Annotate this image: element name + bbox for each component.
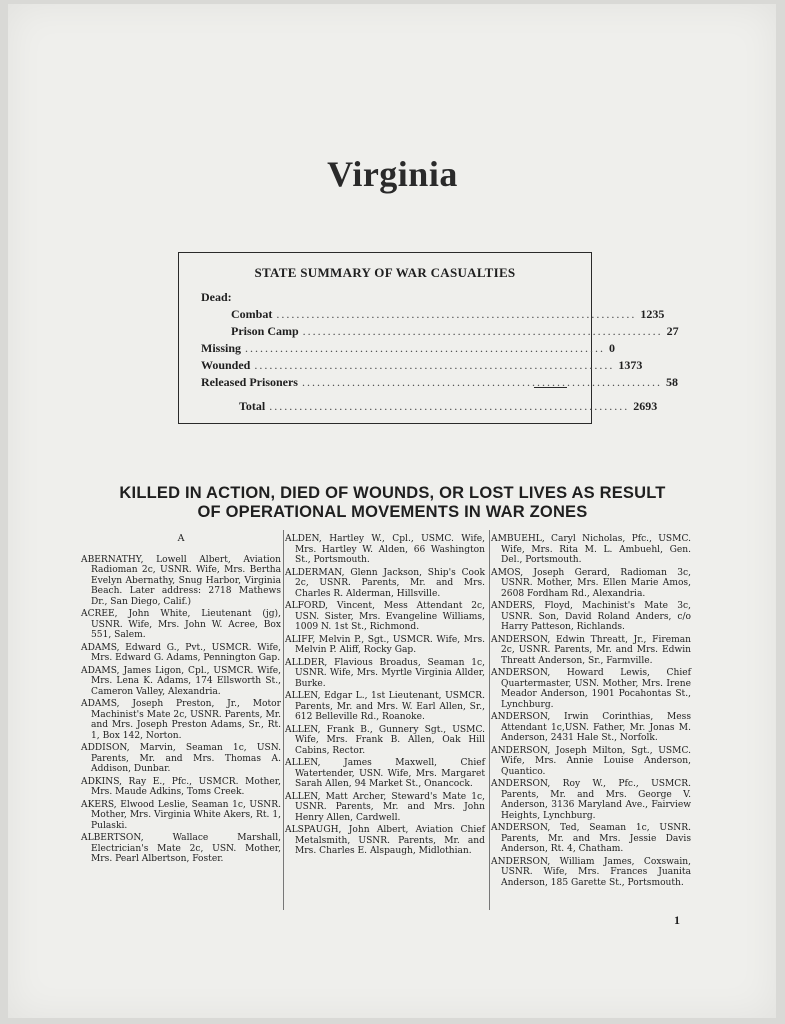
total-rule — [534, 387, 567, 388]
missing-row — [201, 341, 616, 356]
casualty-entry: ANDERSON, William James, Coxswain, USNR. Wife, Mrs. Frances Juanita Anderson, 185 Garette St., Portsmouth. — [491, 856, 691, 888]
dot-leader: ........................................................................ — [302, 324, 663, 338]
casualty-entry: ANDERSON, Edwin Threatt, Jr., Fireman 2c, USNR. Parents, Mr. and Mrs. Edwin Threatt Anderson, Sr., Farmville. — [491, 634, 691, 666]
prison-camp-row — [231, 324, 679, 339]
section-heading-line-2: OF OPERATIONAL MOVEMENTS IN WAR ZONES — [197, 503, 588, 521]
missing-label: Missing — [201, 341, 242, 355]
casualty-entry: ANDERSON, Ted, Seaman 1c, USNR. Parents, Mr. and Mrs. Jessie Davis Anderson, Rt. 4, Chatham. — [491, 823, 691, 854]
casualty-column-2 — [285, 534, 485, 859]
casualty-entry: ANDERS, Floyd, Machinist's Mate 3c, USNR. Son, David Roland Anders, c/o Harry Patteson, Richlands. — [491, 601, 691, 632]
dot-leader: ........................................................................ — [276, 307, 637, 321]
page-number: 1 — [674, 913, 680, 927]
casualty-entry: ADDISON, Marvin, Seaman 1c, USN. Parents, Mr. and Mrs. Thomas A. Addison, Dunbar. — [81, 743, 281, 774]
summary-heading: STATE SUMMARY OF WAR CASUALTIES — [254, 265, 516, 280]
casualty-entry: ADAMS, Edward G., Pvt., USMCR. Wife, Mrs. Edward G. Adams, Pennington Gap. — [81, 642, 281, 663]
prison-camp-value: 27 — [666, 324, 679, 338]
total-row — [239, 399, 658, 414]
combat-row — [231, 307, 665, 322]
alphabet-letter-heading: A — [177, 533, 185, 544]
wounded-value: 1373 — [618, 358, 643, 372]
combat-label: Combat — [231, 307, 273, 321]
casualty-entry: ANDERSON, Roy W., Pfc., USMCR. Parents, Mr. and Mrs. George V. Anderson, 3136 Maryland Ave., Fairview Heights, Lynchburg. — [491, 779, 691, 821]
combat-value: 1235 — [640, 307, 665, 321]
dot-leader: ........................................................................ — [254, 358, 615, 372]
casualty-column-1 — [81, 534, 281, 867]
casualty-entry: ANDERSON, Howard Lewis, Chief Quartermaster, USN. Mother, Mrs. Irene Meador Anderson, 1901 Pocahontas St., Lynchburg. — [491, 668, 691, 710]
casualty-entry: ALFORD, Vincent, Mess Attendant 2c, USN. Sister, Mrs. Evangeline Williams, 1009 N. 1st St., Richmond. — [285, 601, 485, 632]
missing-value: 0 — [609, 341, 616, 355]
casualty-entry: AMBUEHL, Caryl Nicholas, Pfc., USMC. Wife, Mrs. Rita M. L. Ambuehl, Gen. Del., Portsmouth. — [491, 534, 691, 565]
casualty-entry: ALSPAUGH, John Albert, Aviation Chief Metalsmith, USNR. Parents, Mr. and Mrs. Charles E. Alspaugh, Midlothian. — [285, 825, 485, 856]
column-divider — [283, 530, 284, 910]
casualty-entry: ADKINS, Ray E., Pfc., USMCR. Mother, Mrs. Maude Adkins, Toms Creek. — [81, 776, 281, 797]
casualty-entry: ALDEN, Hartley W., Cpl., USMC. Wife, Mrs. Hartley W. Alden, 66 Washington St., Portsmouth. — [285, 534, 485, 565]
casualty-entry: ALLEN, Edgar L., 1st Lieutenant, USMCR. Parents, Mr. and Mrs. W. Earl Allen, Sr., 612 Belleville Rd., Roanoke. — [285, 691, 485, 722]
casualty-entry: AMOS, Joseph Gerard, Radioman 3c, USNR. Mother, Mrs. Ellen Marie Amos, 2608 Fordham Rd., Alexandria. — [491, 567, 691, 599]
casualty-entry: ABERNATHY, Lowell Albert, Aviation Radioman 2c, USNR. Wife, Mrs. Bertha Evelyn Abernathy, Snug Harbor, Virginia Beach. Later address: 2718 Mathews Dr., San Diego, Calif.) — [81, 554, 281, 607]
casualty-entry: ALIFF, Melvin P., Sgt., USMCR. Wife, Mrs. Melvin P. Aliff, Rocky Gap. — [285, 634, 485, 655]
casualty-entry: ALBERTSON, Wallace Marshall, Electrician's Mate 2c, USN. Mother, Mrs. Pearl Albertson, Foster. — [81, 833, 281, 864]
casualty-entry: ALLEN, Frank B., Gunnery Sgt., USMC. Wife, Mrs. Frank B. Allen, Oak Hill Cabins, Rector. — [285, 724, 485, 756]
released-prisoners-row — [201, 375, 678, 390]
dot-leader: ........................................................................ — [301, 375, 662, 389]
section-heading — [0, 484, 785, 522]
casualty-summary-box — [178, 252, 679, 424]
casualty-entry: ADAMS, Joseph Preston, Jr., Motor Machinist's Mate 2c, USNR. Parents, Mr. and Mrs. Joseph Preston Adams, Sr., Rt. 1, Box 142, Norton. — [81, 699, 281, 741]
casualty-entry: ACREE, John White, Lieutenant (jg), USNR. Wife, Mrs. John W. Acree, Box 551, Salem. — [81, 609, 281, 640]
wounded-row — [201, 358, 643, 373]
casualty-entry: ALLEN, James Maxwell, Chief Watertender, USN. Wife, Mrs. Margaret Sarah Allen, 94 Market St., Onancock. — [285, 758, 485, 789]
casualty-entry: ALDERMAN, Glenn Jackson, Ship's Cook 2c, USNR. Parents, Mr. and Mrs. Charles R. Alderman, Hillsville. — [285, 567, 485, 599]
wounded-label: Wounded — [201, 358, 251, 372]
casualty-entry: ALLDER, Flavious Broadus, Seaman 1c, USNR. Wife, Mrs. Myrtle Virginia Allder, Burke. — [285, 657, 485, 689]
casualty-column-3 — [491, 534, 691, 890]
dot-leader: ........................................................................ — [245, 341, 606, 355]
dead-label: Dead: — [201, 290, 232, 304]
section-heading-line-1: KILLED IN ACTION, DIED OF WOUNDS, OR LOST LIVES AS RESULT — [119, 484, 666, 502]
released-prisoners-value: 58 — [665, 375, 678, 389]
total-label: Total — [239, 399, 266, 413]
page-title: Virginia — [327, 154, 458, 194]
dead-label-row — [201, 290, 232, 305]
casualty-entry: ANDERSON, Irwin Corinthias, Mess Attendant 1c,USN. Father, Mr. Jonas M. Anderson, 2431 Hale St., Norfolk. — [491, 712, 691, 743]
casualty-entry: AKERS, Elwood Leslie, Seaman 1c, USNR. Mother, Mrs. Virginia White Akers, Rt. 1, Pulaski. — [81, 799, 281, 831]
dot-leader: ........................................................................ — [269, 399, 630, 413]
casualty-entry: ANDERSON, Joseph Milton, Sgt., USMC. Wife, Mrs. Annie Louise Anderson, Quantico. — [491, 745, 691, 777]
prison-camp-label: Prison Camp — [231, 324, 299, 338]
column-divider — [489, 530, 490, 910]
casualty-entry: ADAMS, James Ligon, Cpl., USMCR. Wife, Mrs. Lena K. Adams, 174 Ellsworth St., Cameron Valley, Alexandria. — [81, 665, 281, 697]
casualty-entry: ALLEN, Matt Archer, Steward's Mate 1c, USNR. Parents, Mr. and Mrs. John Henry Allen, Cardwell. — [285, 791, 485, 823]
total-value: 2693 — [633, 399, 658, 413]
released-prisoners-label: Released Prisoners — [201, 375, 298, 389]
